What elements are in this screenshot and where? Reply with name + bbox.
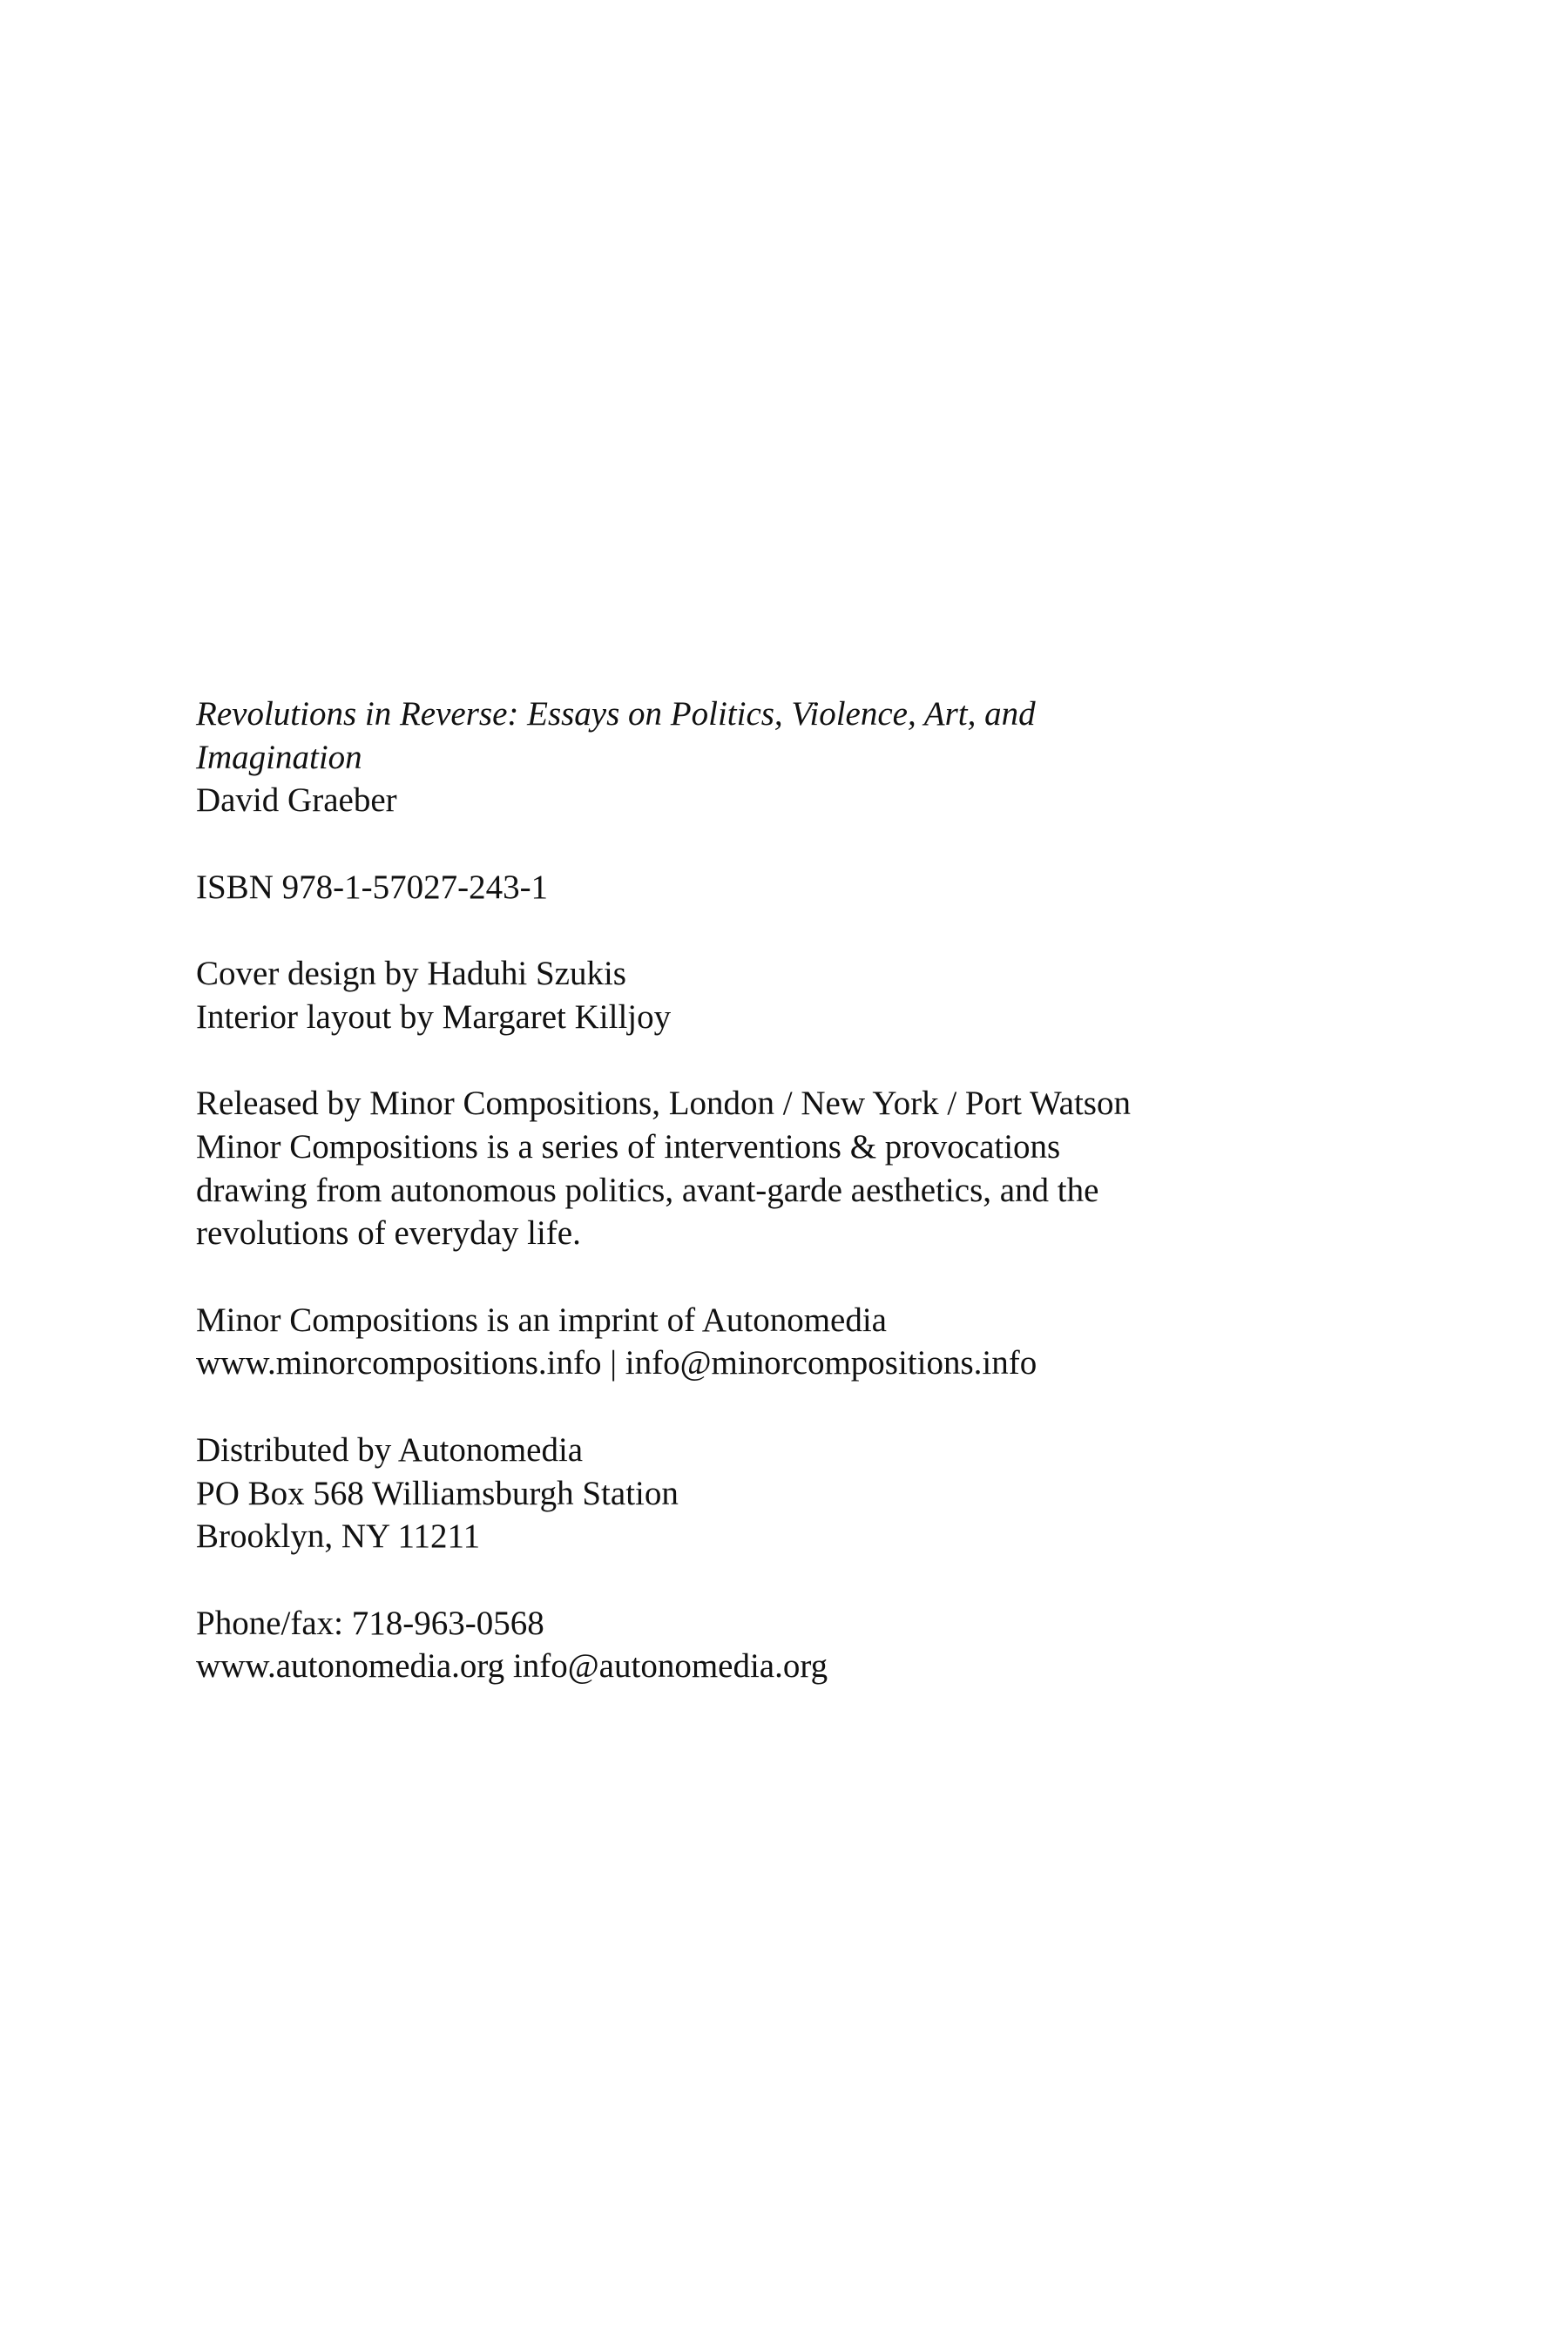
publisher-info [196,1082,1131,1255]
distributor-city: Brooklyn, NY 11211 [196,1517,481,1556]
interior-credit: Interior layout by Margaret Killjoy [196,997,672,1036]
book-info [196,693,1131,822]
isbn-section [196,866,1131,909]
cover-credit: Cover design by Haduhi Szukis [196,955,626,993]
distributor-address: PO Box 568 Williamsburgh Station [196,1474,679,1512]
web-email: www.autonomedia.org info@autonomedia.org [196,1647,828,1686]
isbn: ISBN 978-1-57027-243-1 [196,868,549,906]
contact-info [196,1602,1131,1688]
book-title: Revolutions in Reverse: Essays on Politics, Violence, Art, and [196,695,1036,733]
imprint-contact: www.minorcompositions.info | info@minorcompositions.info [196,1344,1037,1382]
book-title-continued: Imagination [196,738,362,776]
phone-fax: Phone/fax: 718-963-0568 [196,1604,544,1642]
copyright-page [196,693,1131,1732]
released-by: Released by Minor Compositions, London / New York / Port Watson [196,1085,1131,1123]
publisher-description: drawing from autonomous politics, avant-garde aesthetics, and the [196,1171,1099,1209]
distributor-info [196,1429,1131,1558]
publisher-description: revolutions of everyday life. [196,1214,581,1253]
distributor-name: Distributed by Autonomedia [196,1430,584,1469]
credits [196,952,1131,1038]
imprint-info [196,1299,1131,1385]
imprint-statement: Minor Compositions is an imprint of Autonomedia [196,1301,887,1339]
book-author: David Graeber [196,781,397,820]
publisher-description: Minor Compositions is a series of interventions & provocations [196,1127,1061,1166]
